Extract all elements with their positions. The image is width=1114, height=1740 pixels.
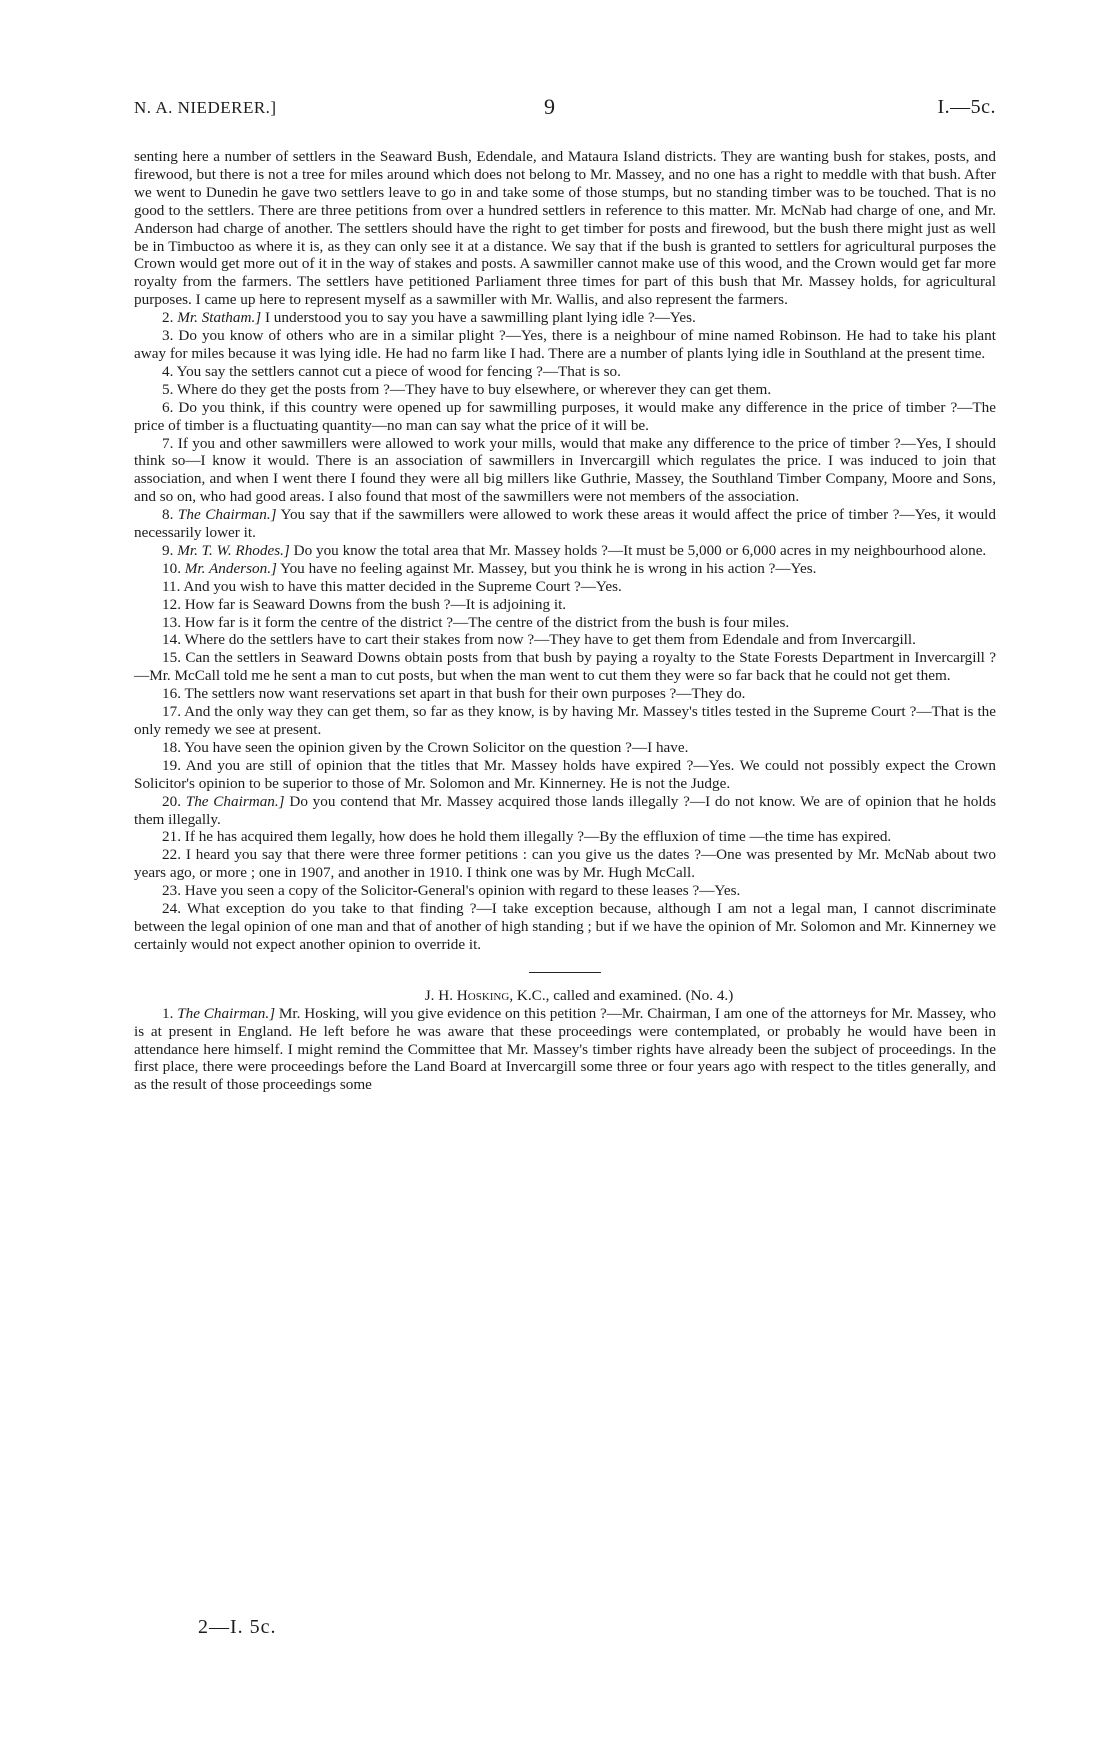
question-23: 23. Have you seen a copy of the Solicitor-General's opinion with regard to these leases ?—Yes. bbox=[162, 882, 741, 900]
document-reference: I.—5c. bbox=[937, 96, 996, 118]
question-12: 12. How far is Seaward Downs from the bush ?—It is adjoining it. bbox=[162, 595, 567, 613]
question-22: 22. I heard you say that there were three former petitions : can you give us the dates ?—One was presented by Mr. McNab about two years ago, or more ; one in 1907, and another in 1910. I think one was by Mr. Hugh McCall. bbox=[134, 846, 996, 882]
question-19: 19. And you are still of opinion that the titles that Mr. Massey holds have expired ?—Yes. We could not possibly expect the Crown Solicitor's opinion to be superior to those of Mr. Solomon and Mr. Kinnerney. He is not the Judge. bbox=[134, 756, 996, 792]
question-10: 10. Mr. Anderson.] You have no feeling against Mr. Massey, but you think he is wrong in his action ?—Yes. bbox=[162, 559, 817, 577]
question-21: 21. If he has acquired them legally, how does he hold them illegally ?—By the effluxion of time —the time has expired. bbox=[162, 828, 892, 846]
question-13: 13. How far is it form the centre of the district ?—The centre of the district from the bush is four miles. bbox=[162, 613, 790, 631]
question-8: 8. The Chairman.] You say that if the sawmillers were allowed to work these areas it would affect the price of timber ?—Yes, it would necessarily lower it. bbox=[134, 506, 996, 542]
question-24: 24. What exception do you take to that finding ?—I take exception because, although I am not a legal man, I cannot discriminate between the legal opinion of one man and that of another of high standing ; but if we have the opinion of Mr. Solomon and Mr. Kinnerney we certainly would not expect another opinion to override it. bbox=[134, 900, 996, 953]
question-11: 11. And you wish to have this matter decided in the Supreme Court ?—Yes. bbox=[162, 577, 622, 595]
question-9: 9. Mr. T. W. Rhodes.] Do you know the total area that Mr. Massey holds ?—It must be 5,000 or 6,000 acres in my neighbourhood alone. bbox=[162, 541, 987, 559]
speaker: The Chairman.] bbox=[185, 792, 285, 810]
speaker: The Chairman.] bbox=[177, 506, 277, 524]
section-divider bbox=[529, 972, 601, 973]
question-16: 16. The settlers now want reservations set apart in that bush for their own purposes ?—They do. bbox=[162, 685, 746, 703]
question-15: 15. Can the settlers in Seaward Downs obtain posts from that bush by paying a royalty to the State Forests Department in Invercargill ?—Mr. McCall told me he sent a man to cut posts, but when the man went to cut them they were so far back that he could not get them. bbox=[134, 649, 996, 685]
question-7: 7. If you and other sawmillers were allowed to work your mills, would that make any difference to the price of timber ?—Yes, I should think so—I know it would. There is an association of sawmillers in Invercargill which regulates the price. I was induced to join that association, and when I went there I found they were all big millers like Guthrie, Massey, the Southland Timber Company, Moore and Sons, and so on, who had good areas. I also found that most of the sawmillers were not members of the association. bbox=[134, 434, 996, 506]
question-2: 2. Mr. Statham.] I understood you to say you have a sawmilling plant lying idle ?—Yes. bbox=[162, 309, 696, 327]
question-20: 20. The Chairman.] Do you contend that Mr. Massey acquired those lands illegally ?—I do not know. We are of opinion that he holds them illegally. bbox=[134, 792, 997, 828]
signature-mark: 2—I. 5c. bbox=[198, 1616, 277, 1638]
speaker: Mr. Anderson.] bbox=[184, 559, 277, 577]
witness-name-header: N. A. NIEDERER.] bbox=[134, 98, 277, 117]
page-number: 9 bbox=[544, 94, 556, 119]
speaker: Mr. T. W. Rhodes.] bbox=[177, 541, 290, 559]
speaker: Mr. Statham.] bbox=[177, 309, 262, 327]
paragraph: senting here a number of settlers in the Seaward Bush, Edendale, and Mataura Island districts. They are wanting bush for stakes, posts, and firewood, but there is not a tree for miles around which does not belong to Mr. Massey, and no one has a right to meddle with that bush. After we went to Dunedin he gave two settlers leave to go in and take some of those stumps, but no standing timber was to be touched. That is no good to the settlers. There are three petitions from over a hundred settlers in reference to this matter. Mr. McNab had charge of one, and Mr. Anderson had charge of another. The settlers should have the right to get timber for posts and firewood, but the bush there might just as well be in Timbuctoo as where it is, as they can only see it at a distance. We say that if the bush is granted to settlers for agricultural purposes the Crown would get more out of it in the way of stakes and posts. A sawmiller cannot make use of this wood, and the Crown would get far more royalty from the farmers. The settlers have petitioned Parliament three times for part of this bush that Mr. Massey holds, for agricultural purposes. I came up here to represent myself as a sawmiller with Mr. Wallis, and also represent the farmers. bbox=[134, 148, 996, 309]
question-6: 6. Do you think, if this country were opened up for sawmilling purposes, it would make any difference in the price of timber ?—The price of timber is a fluctuating quantity—no man can say what the price of it will be. bbox=[134, 398, 996, 434]
question-17: 17. And the only way they can get them, so far as they know, is by having Mr. Massey's titles tested in the Supreme Court ?—That is the only remedy we see at present. bbox=[134, 703, 996, 738]
question-4: 4. You say the settlers cannot cut a piece of wood for fencing ?—That is so. bbox=[162, 362, 621, 380]
page-header bbox=[134, 96, 996, 122]
hosking-question-1: 1. The Chairman.] Mr. Hosking, will you give evidence on this petition ?—Mr. Chairman, I am one of the attorneys for Mr. Massey, who is at present in England. He left before he was aware that these proceedings were contemplated, or probably he would have been in attendance here himself. I might remind the Committee that Mr. Massey's timber rights have already been the subject of proceedings. In the first place, there were proceedings before the Land Board at Invercargill some three or four years ago with respect to the titles generally, and as the result of those proceedings some bbox=[134, 1004, 997, 1094]
section-heading: J. H. Hosking, K.C., called and examined. (No. 4.) bbox=[424, 986, 734, 1004]
body-text bbox=[134, 148, 996, 1094]
question-3: 3. Do you know of others who are in a similar plight ?—Yes, there is a neighbour of mine named Robinson. He had to take his plant away for miles because it was lying idle. He had no farm like I had. There are a number of plants lying idle in Southland at the present time. bbox=[134, 327, 996, 362]
question-14: 14. Where do the settlers have to cart their stakes from now ?—They have to get them from Edendale and from Invercargill. bbox=[162, 631, 916, 649]
question-18: 18. You have seen the opinion given by the Crown Solicitor on the question ?—I have. bbox=[162, 738, 689, 756]
speaker: The Chairman.] bbox=[177, 1004, 276, 1022]
question-5: 5. Where do they get the posts from ?—They have to buy elsewhere, or wherever they can get them. bbox=[162, 380, 772, 398]
